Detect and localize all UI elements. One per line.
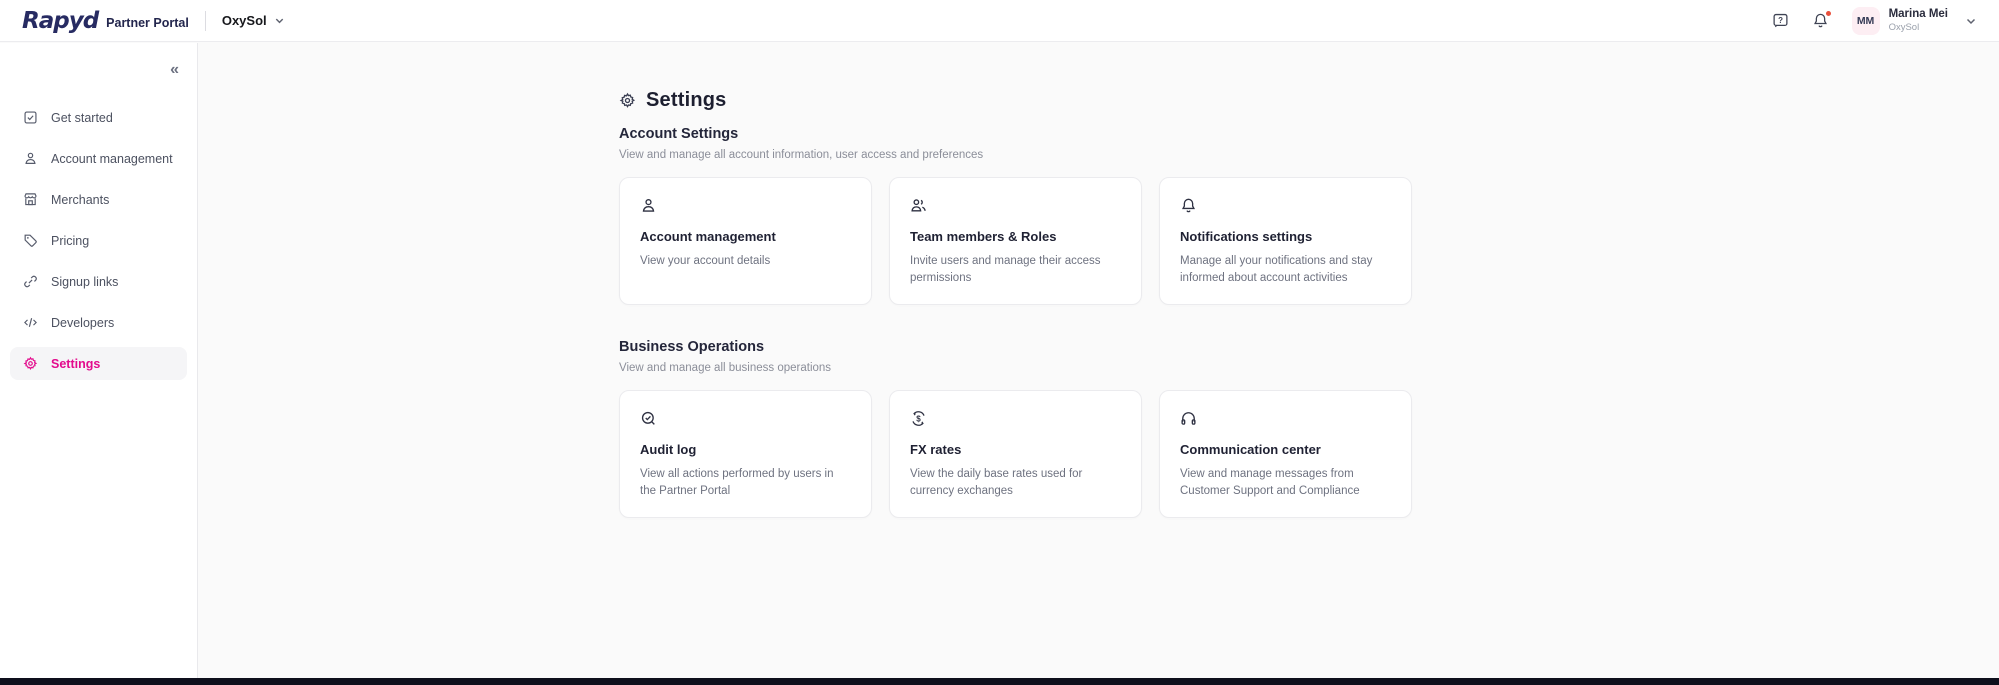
collapse-double-chevron-left-icon: « [170,61,179,78]
checkbox-check-icon [23,110,38,125]
sidebar-item-signup-links[interactable] [10,265,187,298]
gear-icon [23,356,38,371]
user-org: OxySol [1888,21,1920,33]
page-title: Settings [646,89,727,111]
section-heading-business-operations: Business Operations [619,339,765,355]
user-icon [640,197,657,214]
user-menu[interactable] [1852,7,1977,35]
chevron-down-icon [1965,15,1977,27]
sidebar-item-label: Merchants [51,192,110,207]
sidebar-item-label: Account management [51,151,173,166]
sidebar-item-label: Settings [51,356,101,371]
sidebar-item-developers[interactable] [10,306,187,339]
sidebar-item-account-management[interactable] [10,142,187,175]
section-subheading: View and manage all account information, user access and preferences [619,149,984,161]
topbar-right-group [1766,6,1977,36]
sidebar-item-settings[interactable] [10,347,187,380]
top-bar [0,0,1999,42]
chevron-down-icon [274,15,285,26]
topbar-divider [205,11,206,31]
gear-icon [619,92,636,109]
card-title: Notifications settings [1180,229,1313,244]
card-title: Team members & Roles [910,229,1057,244]
user-name: Marina Mei [1888,7,1948,20]
sidebar-item-label: Signup links [51,274,119,289]
sidebar-item-label: Get started [51,110,113,125]
sidebar-collapse-button[interactable] [0,53,197,93]
headphones-icon [1180,410,1197,427]
sidebar-item-pricing[interactable] [10,224,187,257]
sidebar-item-label: Pricing [51,233,90,248]
section-subheading: View and manage all business operations [619,362,832,374]
sidebar-item-label: Developers [51,315,115,330]
card-team-members-roles[interactable] [889,177,1142,305]
audit-check-icon [640,410,657,427]
sidebar-item-get-started[interactable] [10,101,187,134]
org-selector-dropdown[interactable] [222,13,285,28]
notification-badge-dot [1825,10,1832,17]
card-fx-rates[interactable] [889,390,1142,518]
card-audit-log[interactable] [619,390,872,518]
page-title-row [619,89,1999,112]
card-description: View all actions performed by users in the Partner Portal [640,468,834,498]
sidebar [0,43,198,678]
main-content [199,43,1999,678]
currency-exchange-icon [910,410,927,427]
card-title: Communication center [1180,442,1321,457]
card-description: Manage all your notifications and stay informed about account activities [1180,255,1373,285]
card-account-management[interactable] [619,177,872,305]
rapyd-logo[interactable]: Rapyd [22,7,99,34]
team-users-icon [910,197,927,214]
user-icon [23,151,38,166]
help-chat-icon [1772,12,1789,29]
business-operations-cards [619,390,1999,518]
svg-text:?: ? [1778,15,1783,25]
product-name: Partner Portal [106,15,189,30]
svg-text:$: $ [916,414,921,424]
link-icon [23,274,38,289]
card-title: Audit log [640,442,697,457]
help-button[interactable] [1766,6,1796,36]
code-icon [23,315,38,330]
org-selector-label: OxySol [221,13,267,28]
user-meta [1889,8,1948,33]
bottom-window-bar [0,678,1999,685]
card-description: View your account details [640,255,771,267]
notifications-button[interactable] [1806,6,1836,36]
card-notifications-settings[interactable] [1159,177,1412,305]
card-communication-center[interactable] [1159,390,1412,518]
card-description: View the daily base rates used for currency exchanges [910,468,1083,498]
price-tag-icon [23,233,38,248]
sidebar-item-merchants[interactable] [10,183,187,216]
card-description: View and manage messages from Customer Support and Compliance [1180,468,1360,498]
bell-icon [1180,197,1197,214]
section-heading-account-settings: Account Settings [619,126,739,142]
storefront-icon [23,192,38,207]
card-title: Account management [640,229,776,244]
account-settings-cards [619,177,1999,305]
card-title: FX rates [910,442,962,457]
card-description: Invite users and manage their access permissions [910,255,1101,285]
avatar: MM [1852,7,1880,35]
